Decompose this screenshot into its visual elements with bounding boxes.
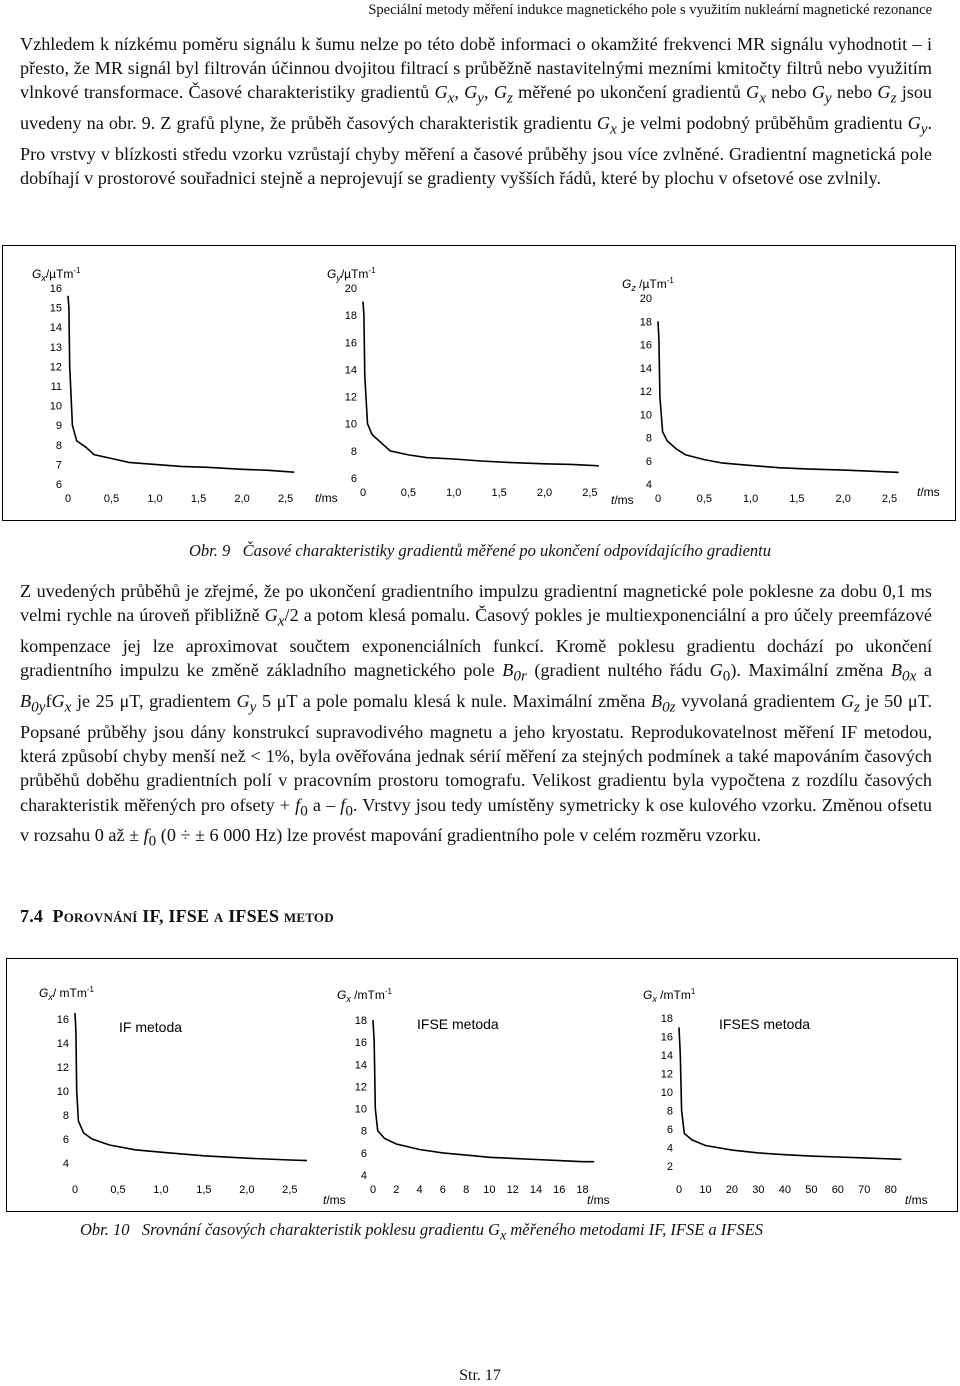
x-tick-label: 0 bbox=[654, 493, 662, 505]
y-tick-label: 16 bbox=[56, 1014, 69, 1026]
y-axis-label: $G_x/$ mTm$^{-1}$ bbox=[39, 985, 94, 1002]
y-tick-label: 8 bbox=[55, 439, 62, 452]
y-tick-label: 4 bbox=[360, 1170, 367, 1182]
y-tick-label: 12 bbox=[49, 361, 62, 374]
x-tick-label: 70 bbox=[858, 1184, 871, 1196]
x-tick-label: 1,0 bbox=[742, 493, 759, 505]
y-tick-label: 12 bbox=[660, 1068, 673, 1081]
y-tick-label: 6 bbox=[62, 1134, 69, 1146]
x-tick-label: 60 bbox=[831, 1184, 844, 1196]
y-tick-label: 10 bbox=[354, 1103, 367, 1116]
x-tick-label: 0 bbox=[369, 1184, 377, 1196]
x-axis-label: t/ms bbox=[905, 1193, 928, 1207]
y-axis-label: $G_z$ /µTm$^{-1}$ bbox=[622, 276, 674, 293]
y-tick-label: 12 bbox=[56, 1062, 69, 1074]
y-tick-label: 10 bbox=[56, 1086, 69, 1098]
figure-10 bbox=[6, 958, 958, 1212]
y-tick-label: 6 bbox=[55, 479, 62, 491]
y-tick-label: 13 bbox=[49, 341, 62, 354]
y-tick-label: 10 bbox=[660, 1087, 673, 1099]
x-tick-label: 0 bbox=[64, 493, 72, 505]
x-tick-label: 16 bbox=[553, 1184, 566, 1196]
method-label: IFSES metoda bbox=[719, 1016, 811, 1032]
x-axis-label: t/ms bbox=[315, 491, 338, 505]
y-tick-label: 20 bbox=[344, 283, 357, 295]
x-tick-label: 1,0 bbox=[147, 493, 163, 505]
x-tick-label: 0,5 bbox=[110, 1184, 126, 1196]
x-tick-label: 14 bbox=[529, 1184, 543, 1196]
y-tick-label: 10 bbox=[49, 400, 62, 413]
y-tick-label: 14 bbox=[344, 364, 357, 377]
y-tick-label: 8 bbox=[350, 445, 357, 458]
y-tick-label: 14 bbox=[56, 1038, 69, 1050]
x-tick-label: 0,5 bbox=[400, 487, 417, 499]
series-line-0 bbox=[75, 1013, 307, 1161]
figure-10-charts bbox=[7, 959, 957, 1211]
y-axis-label: $G_x/\mu Tm^{-1}$ bbox=[32, 266, 81, 283]
y-tick-label: 11 bbox=[50, 381, 62, 393]
chart-0 bbox=[32, 266, 338, 505]
x-tick-label: 1,5 bbox=[190, 493, 207, 505]
y-tick-label: 6 bbox=[360, 1147, 367, 1160]
series-line-0 bbox=[373, 1020, 594, 1162]
x-tick-label: 2,0 bbox=[234, 493, 250, 505]
y-tick-label: 12 bbox=[354, 1081, 367, 1094]
y-tick-label: 4 bbox=[62, 1158, 69, 1170]
y-tick-label: 4 bbox=[645, 479, 652, 491]
y-axis-label: $G_y/\mu Tm^{-1}$ bbox=[327, 266, 376, 283]
y-tick-label: 18 bbox=[344, 310, 357, 323]
y-axis-label: $G_x$ /mTm$^{-1}$ bbox=[337, 987, 392, 1004]
x-tick-label: 2,5 bbox=[282, 1184, 298, 1196]
y-tick-label: 18 bbox=[639, 316, 652, 329]
y-tick-label: 6 bbox=[645, 455, 652, 468]
y-tick-label: 8 bbox=[645, 432, 652, 445]
chart-3 bbox=[39, 985, 346, 1207]
chart-2 bbox=[622, 276, 940, 505]
x-tick-label: 2,0 bbox=[835, 493, 851, 505]
chart-5 bbox=[643, 987, 928, 1207]
y-tick-label: 15 bbox=[49, 302, 62, 315]
x-tick-label: 30 bbox=[752, 1184, 765, 1196]
x-tick-label: 50 bbox=[805, 1184, 818, 1196]
x-tick-label: 0,5 bbox=[103, 493, 120, 505]
x-tick-label: 2,5 bbox=[881, 493, 898, 505]
x-tick-label: 10 bbox=[483, 1184, 496, 1196]
x-tick-label: 1,5 bbox=[789, 493, 805, 505]
x-tick-label: 12 bbox=[506, 1184, 519, 1196]
y-tick-label: 14 bbox=[354, 1059, 367, 1072]
y-tick-label: 12 bbox=[639, 386, 652, 398]
series-line-0 bbox=[658, 321, 899, 472]
x-tick-label: 2,5 bbox=[582, 487, 598, 499]
x-tick-label: 2,5 bbox=[277, 493, 294, 505]
x-axis-label: t/ms bbox=[323, 1193, 346, 1207]
x-tick-label: 1,0 bbox=[153, 1184, 169, 1196]
x-tick-label: 6 bbox=[439, 1184, 446, 1196]
method-label: IFSE metoda bbox=[417, 1016, 499, 1032]
x-tick-label: 80 bbox=[884, 1184, 897, 1196]
x-tick-label: 4 bbox=[416, 1184, 423, 1196]
y-tick-label: 4 bbox=[666, 1142, 673, 1155]
paragraph-2: Z uvedených průběhů je zřejmé, že po ukončení gradientního impulzu gradientní magnetické pole poklesne za dobu 0,1 ms velmi rychle na úroveň přibližně $G_x/2$ a potom klesá pomalu. Časový pokles je multiexponenciální a pro účely preemfázové kompenzace jej lze aproximovat součtem exponenciálních funkcí. Kromě poklesu gradientu dochází po ukončení gradientního impulzu ke změně základního magnetického pole $B_{0r}$ (gradient nultého řádu $G_0$). Maximální změna $B_{0x}$ a $B_{0y}fG_x$ je 25 μT, gradientem $G_y$ 5 μT a pole pomalu klesá k nule. Maximální změna $B_{0z}$ vyvolaná gradientem $G_z$ je 50 μT. Popsané průběhy jsou dány konstrukcí supravodivého magnetu a jeho kryostatu. Reprodukovatelnost měření IF metodou, která způsobí chyby menší než < 1%, byla ověřována jednak sérií měření za stejných podmínek a také mapováním časových průběhů doběhu gradientních polí v pracovním prostoru tomografu. Velikost gradientu byla vypočtena z rozdílu časových charakteristik měřených pro ofsety + $f_0$ a – $f_0$. Vrstvy jsou tedy umístěny symetricky k ose kulového vzorku. Změnou ofsetu v rozsahu 0 až ± $f_0$ (0 ÷ ± 6 000 Hz) lze provést mapování gradientního pole v celém rozměru vzorku. bbox=[20, 581, 932, 851]
y-tick-label: 16 bbox=[660, 1031, 673, 1044]
running-header: Speciální metody měření indukce magnetického pole s využitím nukleární magnetické rezonance bbox=[368, 2, 932, 18]
y-tick-label: 10 bbox=[344, 418, 357, 431]
y-tick-label: 16 bbox=[49, 283, 62, 295]
figure-9-caption: Obr. 9 Časové charakteristiky gradientů měřené po ukončení odpovídajícího gradientu bbox=[189, 541, 771, 560]
x-tick-label: 0 bbox=[675, 1184, 683, 1196]
y-tick-label: 8 bbox=[62, 1110, 69, 1122]
y-tick-label: 18 bbox=[660, 1013, 673, 1026]
x-tick-label: 2,0 bbox=[239, 1184, 255, 1196]
x-tick-label: 1,5 bbox=[491, 487, 507, 499]
y-tick-label: 10 bbox=[639, 409, 652, 422]
y-tick-label: 6 bbox=[350, 473, 357, 485]
y-tick-label: 14 bbox=[660, 1050, 673, 1063]
series-line-0 bbox=[679, 1027, 901, 1159]
x-tick-label: 40 bbox=[778, 1184, 792, 1196]
y-tick-label: 18 bbox=[354, 1015, 367, 1028]
y-tick-label: 20 bbox=[639, 293, 652, 305]
figure-9-charts bbox=[3, 246, 955, 520]
series-line-0 bbox=[363, 302, 599, 466]
figure-10-caption: Obr. 10 Srovnání časových charakteristik poklesu gradientu $G_x$ měřeného metodami IF, IFSE a IFSES bbox=[80, 1220, 763, 1243]
y-tick-label: 9 bbox=[55, 420, 62, 433]
y-tick-label: 8 bbox=[666, 1105, 673, 1118]
y-tick-label: 6 bbox=[666, 1123, 673, 1136]
x-tick-label: 2 bbox=[393, 1184, 400, 1196]
x-tick-label: 0,5 bbox=[696, 493, 712, 505]
x-tick-label: 0 bbox=[71, 1184, 79, 1196]
series-line-0 bbox=[68, 296, 294, 472]
x-tick-label: 10 bbox=[699, 1184, 712, 1196]
page-number: Str. 17 bbox=[459, 1367, 501, 1384]
y-tick-label: 8 bbox=[360, 1125, 367, 1138]
y-tick-label: 16 bbox=[354, 1037, 367, 1050]
x-tick-label: 1,5 bbox=[196, 1184, 212, 1196]
y-tick-label: 12 bbox=[344, 391, 357, 404]
x-axis-label: t/ms bbox=[587, 1193, 610, 1207]
y-tick-label: 16 bbox=[639, 339, 652, 352]
chart-1 bbox=[327, 266, 634, 507]
x-tick-label: 18 bbox=[576, 1184, 589, 1196]
y-tick-label: 7 bbox=[55, 459, 62, 472]
x-tick-label: 20 bbox=[725, 1184, 739, 1196]
y-tick-label: 16 bbox=[344, 337, 357, 350]
chart-4 bbox=[337, 987, 610, 1207]
x-tick-label: 1,0 bbox=[446, 487, 462, 499]
figure-9 bbox=[2, 245, 956, 521]
y-tick-label: 14 bbox=[639, 362, 652, 375]
x-axis-label: t/ms bbox=[611, 493, 634, 507]
y-tick-label: 2 bbox=[666, 1160, 673, 1173]
x-tick-label: 0 bbox=[359, 487, 367, 499]
x-tick-label: 2,0 bbox=[536, 487, 553, 499]
x-tick-label: 8 bbox=[463, 1184, 470, 1196]
paragraph-1: Vzhledem k nízkému poměru signálu k šumu nelze po této době informaci o okamžité frekvenci MR signálu vyhodnotit – i přesto, že MR signál byl filtrován účinnou dvojitou filtrací s průběžně nastavitelnými mezními kmitočty filtrů nebo využitím vlnkové transformace. Časové charakteristiky gradientů $G_x$, $G_y$, $G_z$ měřené po ukončení gradientů $G_x$ nebo $G_y$ nebo $G_z$ jsou uvedeny na obr. 9. Z grafů plyne, že průběh časových charakteristik gradientu $G_x$ je velmi podobný průběhům gradientu $G_y$. Pro vrstvy v blízkosti středu vzorku vzrůstají chyby měření a časové průběhy jsou více zvlněné. Gradientní magnetická pole dobíhají v prostorové souřadnici stejně a neprojevují se gradienty vyšších řádů, které by plochu v ofsetové ose zvlnily. bbox=[20, 34, 933, 189]
y-axis-label: $G_x$ /mTm$^1$ bbox=[643, 987, 696, 1004]
y-tick-label: 14 bbox=[49, 322, 62, 335]
method-label: IF metoda bbox=[119, 1019, 183, 1035]
section-heading: 7.4 Porovnání IF, IFSE a IFSES metod bbox=[20, 906, 334, 926]
x-axis-label: t/ms bbox=[917, 485, 940, 499]
